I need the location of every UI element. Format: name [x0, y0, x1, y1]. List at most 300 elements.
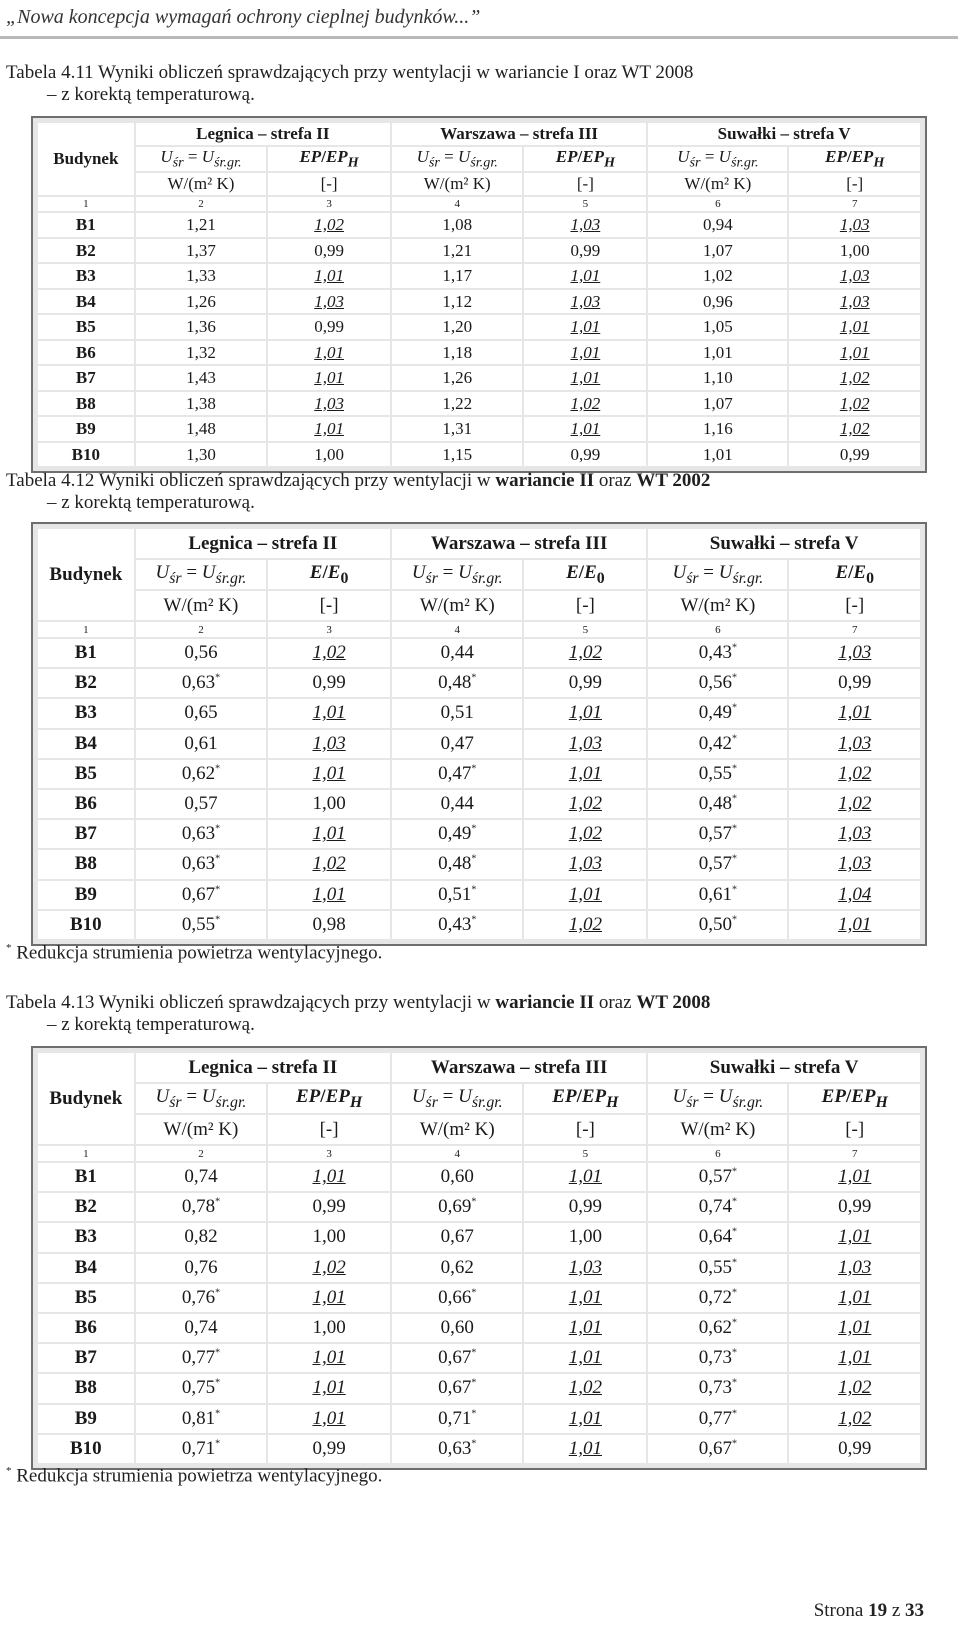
cell-value: 0,55	[181, 913, 216, 935]
value-cell	[392, 911, 523, 939]
value-cell	[524, 239, 646, 263]
building-label: B1	[38, 639, 134, 667]
value-cell	[789, 699, 920, 727]
cell-value: 0,48	[698, 793, 732, 815]
value-cell	[136, 315, 267, 339]
value-cell	[524, 366, 646, 390]
value-cell	[136, 264, 267, 288]
table-row	[38, 1284, 920, 1312]
value-cell	[789, 881, 920, 909]
table-4-12-footnote: * Redukcja strumienia powietrza wentylacyjnego.	[6, 942, 383, 964]
value-cell	[524, 850, 646, 878]
unit-header: [-]	[268, 1115, 390, 1144]
value-cell	[648, 1314, 787, 1342]
value-cell	[524, 699, 646, 727]
cell-value: 0,99	[570, 240, 601, 260]
value-cell	[648, 315, 787, 339]
unit-header: W/(m² K)	[392, 173, 523, 195]
value-cell	[789, 850, 920, 878]
cell-value: 1,00	[312, 1317, 346, 1339]
value-cell	[789, 1314, 920, 1342]
value-cell	[268, 1284, 390, 1312]
building-label: B8	[38, 392, 134, 416]
building-label: B4	[38, 290, 134, 314]
building-label: B7	[38, 820, 134, 848]
value-cell	[136, 669, 267, 697]
reduction-asterisk: *	[732, 1287, 737, 1299]
value-cell	[136, 850, 267, 878]
value-cell	[268, 911, 390, 939]
reduction-asterisk: *	[471, 763, 477, 775]
cell-value: 1,01	[838, 1317, 872, 1339]
value-cell	[268, 820, 390, 848]
value-cell	[392, 366, 523, 390]
reduction-asterisk: *	[732, 1227, 737, 1239]
cell-value: 1,01	[312, 1166, 346, 1188]
column-number: 3	[268, 1146, 390, 1161]
cell-value: 1,01	[570, 342, 601, 362]
cell-value: 1,01	[838, 913, 872, 935]
table-row	[38, 1314, 920, 1342]
value-cell	[524, 820, 646, 848]
value-cell	[268, 1374, 390, 1402]
value-cell	[648, 1193, 787, 1221]
value-cell	[136, 699, 267, 727]
value-cell	[648, 1163, 787, 1191]
column-number: 4	[392, 197, 523, 211]
cell-value: 1,01	[568, 702, 602, 724]
value-cell	[789, 1374, 920, 1402]
header-row-symbols	[38, 1084, 920, 1113]
value-cell	[648, 443, 787, 467]
value-cell	[136, 1223, 267, 1251]
table-row	[38, 639, 920, 667]
value-cell	[524, 639, 646, 667]
value-cell	[789, 639, 920, 667]
value-cell	[136, 1163, 267, 1191]
location-header: Suwałki – strefa V	[648, 529, 920, 558]
table-row	[38, 366, 920, 390]
value-cell	[136, 443, 267, 467]
cell-value: 1,01	[838, 1286, 872, 1308]
cell-value: 1,01	[568, 762, 602, 784]
cell-value: 1,01	[312, 1377, 346, 1399]
value-cell	[392, 1193, 523, 1221]
value-cell	[789, 669, 920, 697]
table-4-11-caption: Tabela 4.11 Wyniki obliczeń sprawdzających przy wentylacji w wariancie I oraz WT 2008 – z korektą temperaturową.	[6, 62, 694, 105]
cell-value: 1,01	[570, 266, 601, 286]
cell-value: 0,57	[698, 853, 732, 875]
value-cell	[524, 315, 646, 339]
table-row	[38, 239, 920, 263]
cell-value: 1,01	[312, 823, 346, 845]
value-cell	[268, 239, 390, 263]
cell-value: 0,57	[698, 1166, 732, 1188]
cell-value: 0,64	[698, 1226, 732, 1248]
cell-value: 0,47	[438, 762, 472, 784]
value-cell	[268, 264, 390, 288]
cell-value: 1,03	[570, 291, 601, 311]
cell-value: 0,99	[839, 444, 870, 464]
value-cell	[648, 341, 787, 365]
cell-value: 0,61	[698, 883, 732, 905]
cell-value: 0,67	[438, 1347, 472, 1369]
cell-value: 0,76	[184, 1256, 218, 1278]
value-cell	[268, 639, 390, 667]
value-cell	[789, 760, 920, 788]
cell-value: 1,03	[838, 853, 872, 875]
cell-value: 1,01	[839, 342, 870, 362]
cell-value: 0,55	[698, 762, 732, 784]
cell-value: 1,01	[568, 1347, 602, 1369]
value-cell	[392, 1374, 523, 1402]
building-label: B3	[38, 264, 134, 288]
cell-value: 0,62	[698, 1317, 732, 1339]
cell-value: 1,07	[703, 240, 733, 260]
reduction-asterisk: *	[732, 1408, 737, 1420]
cell-value: 1,26	[442, 368, 473, 388]
value-cell	[268, 669, 390, 697]
value-cell	[789, 790, 920, 818]
value-cell	[789, 366, 920, 390]
cell-value: 0,56	[698, 672, 732, 694]
cell-value: 0,47	[440, 732, 474, 754]
cell-value: 1,18	[442, 342, 473, 362]
building-label: B5	[38, 760, 134, 788]
value-cell	[524, 341, 646, 365]
building-label: B1	[38, 213, 134, 237]
cell-value: 1,02	[312, 853, 346, 875]
value-cell	[789, 443, 920, 467]
cell-value: 1,01	[568, 1286, 602, 1308]
value-cell	[648, 699, 787, 727]
building-label: B8	[38, 1374, 134, 1402]
table-row	[38, 290, 920, 314]
ratio-symbol-header: $E/E_0$	[789, 560, 920, 589]
cell-value: 0,63	[438, 1437, 472, 1459]
value-cell	[789, 1284, 920, 1312]
value-cell	[789, 1344, 920, 1372]
location-header: Legnica – strefa II	[136, 123, 390, 145]
value-cell	[392, 1223, 523, 1251]
reduction-asterisk: *	[215, 914, 221, 926]
cell-value: 0,57	[698, 823, 732, 845]
value-cell	[136, 881, 267, 909]
value-cell	[136, 417, 267, 441]
value-cell	[268, 213, 390, 237]
cell-value: 0,60	[440, 1317, 474, 1339]
value-cell	[524, 1284, 646, 1312]
table-row	[38, 1405, 920, 1433]
header-row-units	[38, 173, 920, 195]
column-number: 6	[648, 1146, 787, 1161]
cell-value: 1,01	[839, 317, 870, 337]
value-cell	[789, 820, 920, 848]
value-cell	[392, 820, 523, 848]
value-cell	[648, 290, 787, 314]
cell-value: 0,62	[181, 762, 216, 784]
cell-value: 0,62	[440, 1256, 474, 1278]
building-label: B2	[38, 1193, 134, 1221]
value-cell	[648, 730, 787, 758]
reduction-asterisk: *	[732, 1347, 737, 1359]
cell-value: 1,01	[703, 444, 733, 464]
cell-value: 1,02	[839, 368, 870, 388]
u-symbol-header: $U_{śr} = U_{śr.gr.}$	[136, 560, 267, 589]
cell-value: 1,04	[838, 883, 872, 905]
ratio-symbol-header: $E/E_0$	[268, 560, 390, 589]
unit-header: W/(m² K)	[392, 591, 523, 620]
reduction-asterisk: *	[215, 1378, 221, 1390]
cell-value: 1,01	[312, 702, 346, 724]
value-cell	[392, 1163, 523, 1191]
building-label: B7	[38, 366, 134, 390]
unit-header: [-]	[524, 591, 646, 620]
value-cell	[392, 1344, 523, 1372]
value-cell	[648, 1405, 787, 1433]
value-cell	[392, 264, 523, 288]
cell-value: 1,03	[312, 732, 346, 754]
location-header: Warszawa – strefa III	[392, 1053, 646, 1082]
building-label: B2	[38, 669, 134, 697]
u-symbol-header: $U_{śr} = U_{śr.gr.}$	[648, 147, 787, 171]
value-cell	[789, 239, 920, 263]
value-cell	[136, 639, 267, 667]
value-cell	[789, 264, 920, 288]
u-symbol-header: $U_{śr} = U_{śr.gr.}$	[392, 560, 523, 589]
value-cell	[392, 669, 523, 697]
value-cell	[268, 290, 390, 314]
cell-value: 1,43	[186, 368, 216, 388]
ratio-symbol-header: $EP/EP_H$	[268, 1084, 390, 1113]
cell-value: 1,03	[568, 853, 602, 875]
cell-value: 1,01	[703, 342, 733, 362]
reduction-asterisk: *	[215, 763, 221, 775]
value-cell	[136, 392, 267, 416]
value-cell	[268, 392, 390, 416]
table-row	[38, 315, 920, 339]
value-cell	[524, 1163, 646, 1191]
value-cell	[392, 1284, 523, 1312]
cell-value: 1,01	[568, 1437, 602, 1459]
reduction-asterisk: *	[471, 1408, 477, 1420]
value-cell	[648, 760, 787, 788]
unit-header: W/(m² K)	[136, 1115, 267, 1144]
cell-value: 0,73	[698, 1347, 732, 1369]
location-header: Warszawa – strefa III	[392, 529, 646, 558]
cell-value: 0,99	[314, 317, 344, 337]
table-row	[38, 341, 920, 365]
column-number: 5	[524, 197, 646, 211]
cell-value: 1,21	[186, 215, 216, 235]
value-cell	[136, 820, 267, 848]
ratio-symbol-header: $EP/EP_H$	[268, 147, 390, 171]
column-number: 1	[38, 622, 134, 637]
cell-value: 1,01	[568, 1317, 602, 1339]
reduction-asterisk: *	[471, 1378, 477, 1390]
reduction-asterisk: *	[732, 854, 737, 866]
cell-value: 1,20	[442, 317, 473, 337]
value-cell	[648, 911, 787, 939]
building-label: B10	[38, 1435, 134, 1463]
header-divider	[0, 36, 958, 39]
value-cell	[524, 290, 646, 314]
value-cell	[136, 213, 267, 237]
reduction-asterisk: *	[732, 703, 737, 715]
cell-value: 0,51	[440, 702, 474, 724]
reduction-asterisk: *	[215, 672, 221, 684]
results-table	[36, 1051, 922, 1465]
cell-value: 1,30	[186, 444, 216, 464]
location-header: Suwałki – strefa V	[648, 123, 920, 145]
table-row	[38, 1374, 920, 1402]
cell-value: 0,76	[181, 1286, 216, 1308]
value-cell	[136, 1254, 267, 1282]
value-cell	[524, 1223, 646, 1251]
value-cell	[648, 366, 787, 390]
cell-value: 1,48	[186, 419, 216, 439]
cell-value: 0,43	[698, 642, 732, 664]
value-cell	[789, 1163, 920, 1191]
value-cell	[392, 639, 523, 667]
reduction-asterisk: *	[732, 763, 737, 775]
table-row	[38, 881, 920, 909]
value-cell	[392, 881, 523, 909]
column-number: 3	[268, 622, 390, 637]
building-label: B3	[38, 1223, 134, 1251]
value-cell	[268, 366, 390, 390]
value-cell	[136, 1374, 267, 1402]
ratio-symbol-header: $E/E_0$	[524, 560, 646, 589]
table-row	[38, 911, 920, 939]
cell-value: 0,67	[698, 1437, 732, 1459]
unit-header: [-]	[524, 173, 646, 195]
cell-value: 0,55	[698, 1256, 732, 1278]
cell-value: 0,96	[703, 291, 733, 311]
cell-value: 0,63	[181, 672, 216, 694]
value-cell	[136, 1193, 267, 1221]
cell-value: 1,02	[568, 823, 602, 845]
value-cell	[524, 1374, 646, 1402]
table-4-13	[31, 1046, 927, 1470]
value-cell	[136, 790, 267, 818]
table-row	[38, 392, 920, 416]
value-cell	[392, 213, 523, 237]
value-cell	[392, 341, 523, 365]
value-cell	[392, 1314, 523, 1342]
cell-value: 1,01	[312, 883, 346, 905]
value-cell	[268, 881, 390, 909]
cell-value: 1,36	[186, 317, 216, 337]
value-cell	[268, 730, 390, 758]
ratio-symbol-header: $EP/EP_H$	[524, 147, 646, 171]
value-cell	[268, 1223, 390, 1251]
value-cell	[524, 1344, 646, 1372]
reduction-asterisk: *	[732, 1438, 737, 1450]
cell-value: 0,63	[181, 823, 216, 845]
cell-value: 0,57	[184, 793, 218, 815]
cell-value: 1,02	[568, 793, 602, 815]
value-cell	[268, 1254, 390, 1282]
value-cell	[648, 417, 787, 441]
value-cell	[136, 911, 267, 939]
value-cell	[789, 341, 920, 365]
value-cell	[648, 1254, 787, 1282]
value-cell	[268, 760, 390, 788]
cell-value: 1,38	[186, 393, 216, 413]
cell-value: 1,02	[312, 1256, 346, 1278]
table-4-13-caption: Tabela 4.13 Wyniki obliczeń sprawdzających przy wentylacji w wariancie II oraz WT 2008 – z korektą temperaturową.	[6, 992, 711, 1035]
cell-value: 1,01	[570, 419, 601, 439]
cell-value: 1,02	[703, 266, 733, 286]
cell-value: 1,02	[570, 393, 601, 413]
header-row-locations	[38, 123, 920, 145]
cell-value: 1,02	[568, 913, 602, 935]
cell-value: 1,00	[314, 444, 344, 464]
cell-value: 1,00	[312, 793, 346, 815]
value-cell	[268, 341, 390, 365]
value-cell	[524, 760, 646, 788]
cell-value: 0,77	[698, 1407, 732, 1429]
table-4-12-caption: Tabela 4.12 Wyniki obliczeń sprawdzających przy wentylacji w wariancie II oraz WT 2002 – z korektą temperaturową.	[6, 470, 711, 513]
cell-value: 0,72	[698, 1286, 732, 1308]
results-table	[36, 527, 922, 941]
cell-value: 1,01	[838, 702, 872, 724]
unit-header: [-]	[789, 173, 920, 195]
cell-value: 0,99	[312, 672, 346, 694]
cell-value: 0,71	[438, 1407, 472, 1429]
table-row	[38, 443, 920, 467]
value-cell	[648, 392, 787, 416]
cell-value: 0,99	[314, 240, 344, 260]
building-label: B7	[38, 1344, 134, 1372]
value-cell	[524, 264, 646, 288]
cell-value: 0,56	[184, 642, 218, 664]
cell-value: 1,02	[838, 762, 872, 784]
column-number: 3	[268, 197, 390, 211]
table-row	[38, 1193, 920, 1221]
unit-header: W/(m² K)	[648, 591, 787, 620]
cell-value: 1,17	[442, 266, 473, 286]
value-cell	[789, 1254, 920, 1282]
column-number: 6	[648, 197, 787, 211]
column-number: 4	[392, 622, 523, 637]
value-cell	[136, 1435, 267, 1463]
reduction-asterisk: *	[732, 914, 737, 926]
value-cell	[392, 730, 523, 758]
value-cell	[136, 760, 267, 788]
cell-value: 0,49	[438, 823, 472, 845]
cell-value: 0,99	[838, 1196, 872, 1218]
cell-value: 1,26	[186, 291, 216, 311]
cell-value: 1,01	[314, 419, 344, 439]
value-cell	[268, 699, 390, 727]
value-cell	[392, 417, 523, 441]
value-cell	[392, 392, 523, 416]
cell-value: 1,01	[838, 1166, 872, 1188]
value-cell	[136, 239, 267, 263]
reduction-asterisk: *	[215, 884, 221, 896]
value-cell	[136, 1405, 267, 1433]
cell-value: 0,74	[184, 1166, 218, 1188]
reduction-asterisk: *	[732, 884, 737, 896]
cell-value: 1,21	[442, 240, 473, 260]
unit-header: [-]	[789, 1115, 920, 1144]
building-label: B6	[38, 790, 134, 818]
reduction-asterisk: *	[471, 823, 477, 835]
cell-value: 0,44	[440, 642, 474, 664]
reduction-asterisk: *	[471, 1287, 477, 1299]
